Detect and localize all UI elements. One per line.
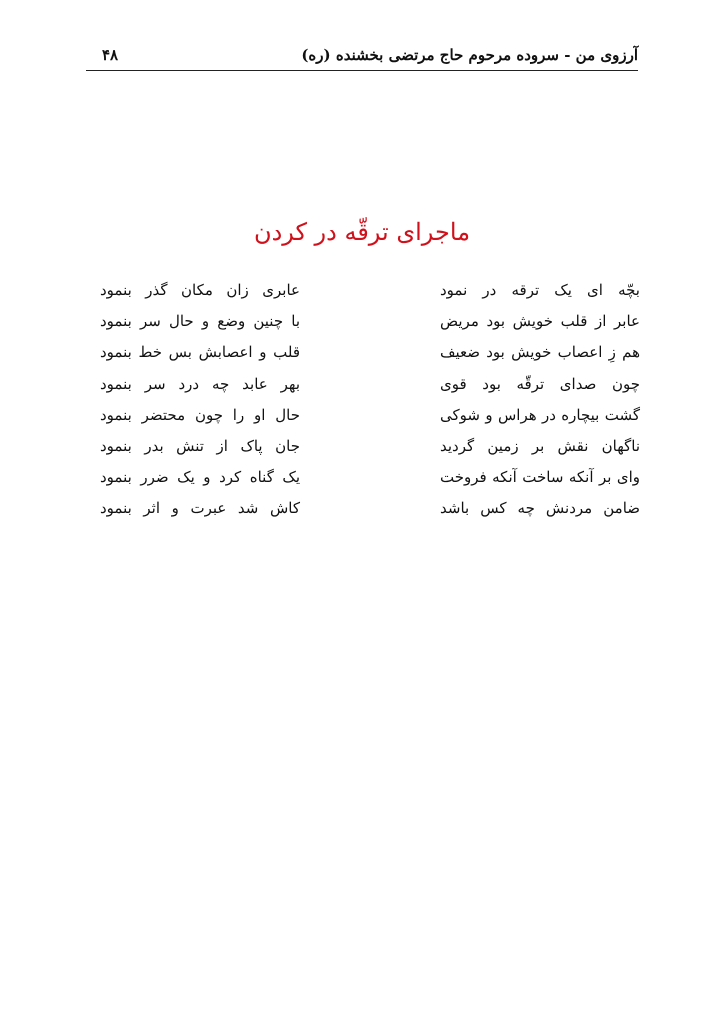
verse-second-hemistich: عابری زان مکان گذر بنمود [100, 281, 300, 299]
verse [100, 338, 640, 369]
verse-first-hemistich: چون صدای ترقّه بود قوی [440, 374, 640, 393]
verse-second-hemistich: با چنین وضع و حال سر بنمود [100, 312, 300, 331]
verse-first-hemistich: ضامن مردنش چه کس باشد [440, 499, 640, 518]
verse-first-hemistich: ناگهان نقش بر زمین گردید [440, 436, 640, 455]
verse [100, 432, 640, 463]
verse-second-hemistich: کاش شد عبرت و اثر بنمود [100, 499, 300, 518]
poem-title: ماجرای ترقّه در کردن [253, 218, 471, 246]
verse-first-hemistich: گشت بیچاره در هراس و شوکی [440, 405, 640, 424]
verse-second-hemistich: جان پاک از تنش بدر بنمود [100, 436, 300, 455]
verse-second-hemistich: بهر عابد چه درد سر بنمود [100, 374, 300, 393]
verse [100, 307, 640, 338]
verse [100, 401, 640, 432]
verse [100, 463, 640, 494]
verse [100, 276, 640, 307]
verse-second-hemistich: حال او را چون محتضر بنمود [100, 405, 300, 424]
verse [100, 494, 640, 525]
verse-first-hemistich: وای بر آنکه ساخت آنکه فروخت [440, 468, 640, 487]
verse [100, 370, 640, 401]
page-number: ۴۸ [102, 46, 119, 64]
verse-second-hemistich: یک گناه کرد و یک ضرر بنمود [100, 468, 300, 487]
verse-first-hemistich: هم زِ اعصاب خویش بود ضعیف [440, 343, 640, 362]
verse-first-hemistich: بچّه ای یک ترقه در نمود [440, 281, 640, 299]
poem-verses [100, 276, 640, 526]
verse-second-hemistich: قلب و اعصابش بس خط بنمود [100, 343, 300, 362]
verse-first-hemistich: عابر از قلب خویش بود مریض [440, 312, 640, 331]
page-header [86, 40, 638, 71]
book-title: آرزوی من - سروده مرحوم حاج مرتضی بخشنده (ره) [301, 46, 638, 64]
